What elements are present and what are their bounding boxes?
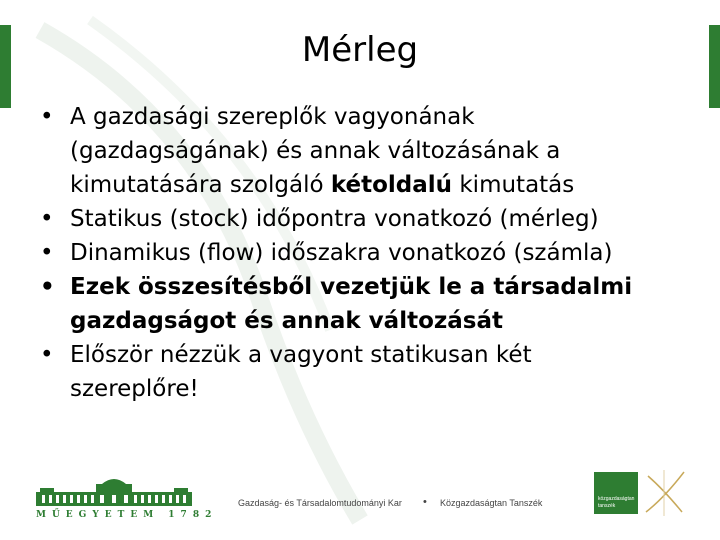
department-logo-box: [594, 472, 638, 514]
slide-title: Mérleg: [301, 30, 419, 70]
slide-footer: [0, 468, 720, 540]
bullet-item: [40, 236, 700, 270]
bullet-text: Statikus (stock) időpontra vonatkozó (mérleg): [70, 206, 599, 232]
bullet-text: Ezek összesítésből vezetjük le a társadalmi: [70, 274, 633, 300]
bullet-text: A gazdasági szereplők vagyonának: [70, 104, 475, 130]
bullet-item: [40, 202, 700, 236]
bullet-text: szereplőre!: [70, 376, 199, 402]
bullet-text: kimutatására szolgáló: [70, 172, 331, 198]
department-name: Közgazdaságtan Tanszék: [440, 498, 543, 508]
bullet-text: kimutatás: [452, 172, 575, 198]
bullet-marker: •: [40, 342, 54, 368]
bullet-text: Először nézzük a vagyont statikusan két: [70, 342, 532, 368]
faculty-name: Gazdaság- és Társadalomtudományi Kar: [238, 498, 402, 508]
bullet-text: Dinamikus (flow) időszakra vonatkozó (számla): [70, 240, 613, 266]
bullet-text: gazdagságot és annak változását: [70, 308, 503, 334]
bullet-marker: •: [40, 104, 54, 130]
department-logo-text: tanszék: [598, 503, 616, 509]
bullet-marker: •: [40, 274, 55, 300]
bullet-item: [40, 338, 700, 406]
university-name: MŰEGYETEM 1782: [36, 510, 218, 520]
department-logo-text: közgazdaságtan: [598, 496, 635, 502]
bullet-item: [40, 270, 700, 338]
bullet-text: (gazdagságának) és annak változásának a: [70, 138, 561, 164]
bullet-item: [40, 100, 700, 202]
department-logo-icon: [640, 468, 688, 518]
footer-separator: •: [423, 496, 427, 508]
bold-text: kétoldalú: [330, 172, 453, 198]
bullet-marker: •: [40, 206, 54, 232]
bullet-list: [40, 100, 700, 406]
university-building-icon: [36, 478, 192, 508]
bullet-marker: •: [40, 240, 54, 266]
